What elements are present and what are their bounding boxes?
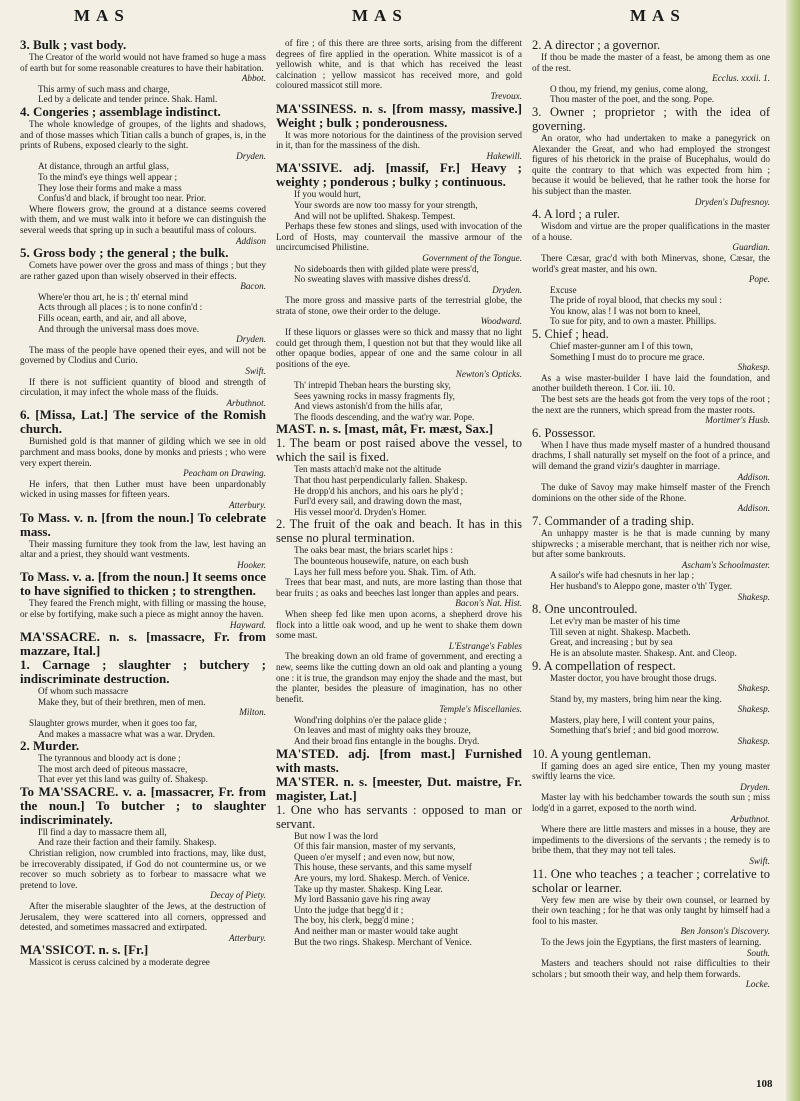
quotation: Slaughter grows murder, when it goes too far, [29,717,197,728]
page-number: 108 [756,1078,773,1090]
quotation: As a wise master-builder I have laid the foundation, and another buildeth thereon. 1 Cor. iii. 10. [532,372,770,394]
citation-source: Guardian. [732,242,770,253]
sense-definition: 5. Chief ; head. [532,327,609,342]
verse-line: Till seven at night. Shakesp. Macbeth. [550,626,691,637]
verse-line: Of whom such massacre [38,686,129,697]
quotation: Master lay with his bedchamber towards the south sun ; miss lodg'd in a garret, exposed to the north wind. [532,792,770,814]
sense-definition: 9. A compellation of respect. [532,658,676,673]
citation-source: Abbot. [241,73,266,84]
entry-headword: MA'STER. n. s. [meester, Dut. maistre, Fr. magister, Lat.] [276,773,522,803]
quotation: The breaking down an old frame of government, and erecting a new, seems like the cutting down an old oak and planting a young one : it is true, the grandson may enjoy the shade and the mast, but the planter, besides the pleasure of imagination, has no other benefit. [276,651,522,704]
citation-source: Atterbury. [228,499,266,510]
verse-line: Furl'd every sail, and drawing down the mast, [294,496,462,507]
verse-line: Are yours, my lord. Shakesp. Merch. of Venice. [294,873,470,884]
running-head-center: MAS [352,6,408,25]
citation-source: Addison. [737,503,770,514]
entry-headword: MA'SSICOT. n. s. [Fr.] [20,942,149,958]
verse-line: No sideboards then with gilded plate were press'd, [294,263,479,274]
verse-line: Take up thy master. Shakesp. King Lear. [294,883,443,894]
verse-line: This house, these servants, and this same myself [294,862,472,873]
entry-headword: 1. Carnage ; slaughter ; butchery ; indiscriminate destruction. [20,657,266,687]
verse-line: Chief master-gunner am I of this town, [550,341,693,352]
quotation: If thou be made the master of a feast, be among them as one of the rest. [532,52,770,73]
verse-line: And their broad fins entangle in the boughs. Dryd. [294,736,480,747]
quotation: The duke of Savoy may make himself master of the French dominions on the other side of the Rhone. [532,482,770,503]
quotation: of fire ; of this there are three sorts, arising from the different degrees of fire applied in the operation. White massicot is of a yellowish white, and is that which has received the least calcination ; yellow massicot has received more, and gold coloured massicot still more. [276,38,522,91]
citation-source: Woodward. [480,316,522,327]
quotation: Wisdom and virtue are the proper qualifications in the master of a house. [532,221,770,242]
entry-headword: 6. [Missa, Lat.] The service of the Romish church. [20,407,266,437]
quotation: Christian religion, now crumbled into fractions, may, like dust, be irrecoverably dissipated, if God do not countermine us, or we recover so much sobriety as to forbear to massacre what we pretend to love. [20,848,266,890]
verse-line: Queen o'er myself ; and even now, but now, [294,851,455,862]
quotation: The mass of the people have opened their eyes, and will not be governed by Clodius and Curio. [20,344,266,366]
quotation: Massicot is ceruss calcined by a moderate degree [29,957,210,968]
verse-line: The bounteous housewife, nature, on each bush [294,555,469,566]
quotation: Where there are little masters and misses in a house, they are impediments to the diversions of the servants ; the remedy is to bribe them, that they may not tell tales. [532,824,770,856]
verse-line: And raze their faction and their family. Shakesp. [38,837,217,848]
citation-source: Addison [235,235,266,246]
entry-headword: 3. Bulk ; vast body. [20,38,127,52]
sense-definition: 2. The fruit of the oak and beach. It has in this sense no plural termination. [276,517,522,546]
quotation: He infers, that then Luther must have been unpardonably wicked in using masses for fifteen years. [20,478,266,500]
verse-line: He dropp'd his anchors, and his oars he ply'd ; [294,485,464,496]
citation-source: Shakesp. [737,362,770,373]
quotation: Very few men are wise by their own counsel, or learned by their own teaching ; for he that was only taught by himself had a fool to his master. [532,894,770,926]
citation-source: Trevoux. [490,90,522,101]
quotation: To the Jews join the Egyptians, the first masters of learning. [541,936,762,947]
quotation: They feared the French might, with filling or massing the house, or else by fortifying, make such a piece as might annoy the haven. [20,598,266,619]
verse-line: O thou, my friend, my genius, come along, [550,83,708,94]
verse-line: Make they, but of their brethren, men of men. [38,696,206,707]
citation-source: Dryden's Dufresnoy. [694,196,770,207]
running-head-left: MAS [74,6,130,25]
verse-line: The oaks bear mast, the briars scarlet hips : [294,545,453,556]
quotation: It was more notorious for the daintiness of the provision served in it, than for the massiness of the dish. [276,129,522,151]
citation-source: Shakesp. [737,683,770,694]
verse-line: But the two rings. Shakesp. Merchant of Venice. [294,936,472,947]
verse-line: Thou master of the poet, and the song. Pope. [550,94,715,105]
verse-line: Her husband's to Aleppo gone, master o'th' Tyger. [550,580,733,591]
verse-line: And will not be uplifted. Shakesp. Tempest. [294,210,456,221]
quotation: An unhappy master is he that is made cunning by many shipwrecks ; a miserable merchant, that is neither rich nor wise, but after some bankrouts. [532,527,770,560]
verse-line: My lord Bassanio gave his ring away [294,894,431,905]
entry-headword: To Mass. v. a. [from the noun.] It seems once to have signified to thicken ; to strengthen. [20,569,266,599]
citation-source: Arbuthnot. [226,397,266,408]
verse-line: The pride of royal blood, that checks my soul : [550,295,722,306]
verse-line: I'll find a day to massacre them all, [38,826,167,837]
sense-definition: 1. The beam or post raised above the vessel, to which the sail is fixed. [276,436,522,465]
citation-source: Locke. [745,979,770,990]
citation-source: Dryden. [236,334,266,345]
verse-line: The boy, his clerk, begg'd mine ; [294,915,414,926]
citation-source: Shakesp. [737,704,770,715]
verse-line: But now I was the lord [294,830,378,841]
citation-source: Milton. [239,707,266,718]
verse-line: The floods descending, and the wat'ry war. Pope. [294,411,475,422]
citation-source: Pope. [748,274,770,285]
citation-source: Mortimer's Husb. [705,415,770,426]
citation-source: Swift. [245,366,266,377]
verse-line: Th' intrepid Theban hears the bursting sky, [294,380,451,391]
verse-line: This army of such mass and charge, [38,83,170,94]
verse-line: To the mind's eye things well appear ; [38,171,178,182]
verse-line: Confus'd and black, if brought too near. Prior. [38,193,207,204]
citation-source: Government of the Tongue. [422,252,522,263]
quotation: If these liquors or glasses were so thick and massy that no light could get through them, I question not but that they would like all other opaque bodies, appear of one and the same colour in all positions of the eye. [276,327,522,369]
verse-line: Sees yawning rocks in massy fragments fly, [294,390,455,401]
verse-line: Something that's brief ; and bid good morrow. [550,725,719,736]
running-header [0,6,800,30]
page-edge [786,0,800,1101]
sense-definition: 4. A lord ; a ruler. [532,207,620,222]
entry-headword: MA'SSINESS. n. s. [from massy, massive.] Weight ; bulk ; ponderousness. [276,100,522,130]
verse-line: On leaves and mast of mighty oaks they brouze, [294,725,471,736]
column-middle [276,38,522,1078]
citation-source: Bacon. [240,281,266,292]
citation-source: Shakesp. [737,736,770,747]
quotation: The best sets are the heads got from the very tops of the root ; the next are the runners, which spread from the master roots. [532,394,770,415]
verse-line: No sweating slaves with massive dishes dress'd. [294,274,471,285]
citation-source: Swift. [749,856,770,866]
verse-line: Ten masts attach'd make not the altitude [294,464,441,475]
sense-definition: 8. One uncontrouled. [532,602,638,617]
quotation: Trees that bear mast, and nuts, are more lasting than those that bear fruits ; as oaks and beeches last longer than apples and pears. [276,577,522,598]
entry-headword: To Mass. v. n. [from the noun.] To celebrate mass. [20,509,266,539]
verse-line: They lose their forms and make a mass [38,182,182,193]
verse-line: Acts through all places ; is to none confin'd : [38,302,203,313]
entry-headword: MA'STED. adj. [from mast.] Furnished with masts. [276,745,522,775]
citation-source: Shakesp. [737,591,770,602]
verse-line: You know, alas ! I was not born to kneel, [550,305,701,316]
verse-line: And views astonish'd from the hills afar, [294,401,443,412]
column-left [20,38,266,1078]
quotation: The more gross and massive parts of the terrestrial globe, the strata of stone, owe their order to the deluge. [276,295,522,316]
citation-source: Hooker. [237,559,266,570]
quotation: The Creator of the world would not have framed so huge a mass of earth but for some reasonable creatures to have their habitation. [20,52,266,73]
quotation: Their massing furniture they took from the law, lest having an altar and a priest, they should want vestments. [20,538,266,560]
entry-headword: MAST. n. s. [mast, mât, Fr. mæst, Sax.] [276,421,494,437]
entry-headword: MA'SSACRE. n. s. [massacre, Fr. from mazzare, Ital.] [20,629,266,659]
quotation: Masters and teachers should not raise difficulties to their scholars ; but smooth their way, and help them forwards. [532,958,770,979]
quotation: Comets have power over the gross and mass of things ; but they are rather gazed upon than wisely observed in their effects. [20,260,266,281]
quotation: Where flowers grow, the ground at a distance seems covered with them, and we must walk into it before we can distinguish the several weeds that spring up in such a beautiful mass of colours. [20,203,266,235]
verse-line: And makes a massacre what was a war. Dryden. [38,728,216,739]
verse-line: Let ev'ry man be master of his time [550,616,680,627]
entry-headword: MA'SSIVE. adj. [massif, Fr.] Heavy ; weighty ; ponderous ; bulky ; continuous. [276,160,522,190]
citation-source: Dryden. [492,284,522,295]
verse-line: The tyrannous and bloody act is done ; [38,753,181,764]
entry-headword: 4. Congeries ; assemblage indistinct. [20,103,221,119]
verse-line: Unto the judge that begg'd it ; [294,904,404,915]
citation-source: Dryden. [740,781,770,792]
quotation: If there is not sufficient quantity of blood and strength of circulation, it may infect the whole mass of the fluids. [20,376,266,398]
citation-source: Hakewill. [486,150,522,161]
citation-source: Ben Jonson's Discovery. [680,926,770,937]
citation-source: Atterbury. [228,932,266,943]
citation-source: Peacham on Drawing. [183,468,266,479]
verse-line: He is an absolute master. Shakesp. Ant. and Cleop. [550,647,737,658]
citation-source: Ecclus. xxxii. 1. [712,73,770,84]
citation-source: Hayward. [229,619,266,630]
verse-line: And through the universal mass does move. [38,323,200,334]
sense-definition: 11. One who teaches ; a teacher ; correlative to scholar or learner. [532,866,770,895]
verse-line: Something I must do to procure me grace. [550,351,705,362]
running-head-right: MAS [630,6,686,25]
verse-line: And neither man or master would take aught [294,926,459,936]
verse-line: That thou hast perpendicularly fallen. Shakesp. [294,475,468,485]
verse-line: Lays her full mess before you. Shak. Tim. of Ath. [294,566,476,577]
sense-definition: 2. A director ; a governor. [532,38,661,52]
verse-line: The most arch deed of piteous massacre, [38,763,188,774]
verse-line: Where'er thou art, he is ; th' eternal mind [38,291,189,302]
quotation: The whole knowledge of groupes, of the lights and shadows, and of those masses which Titian calls a bunch of grapes, is, in the prints of Rubens, exposed clearly to the sight. [20,118,266,151]
verse-line: Wond'ring dolphins o'er the palace glide ; [294,714,447,725]
citation-source: Newton's Opticks. [455,369,522,380]
sense-definition: 1. One who has servants : opposed to man or servant. [276,802,522,831]
verse-line: Stand by, my masters, bring him near the king. [550,693,722,704]
entry-headword: 2. Murder. [20,738,80,754]
quotation: Perhaps these few stones and slings, used with invocation of the Lord of Hosts, may countervail the massive armour of the uncircumcised Philistine. [276,221,522,253]
quotation: An orator, who had undertaken to make a panegyrick on Alexander the Great, and who had employed the strongest figures of his rhetorick in the praise of Bucephalus, would do quite the contrary to that which was expected from him ; because it would be believed, that he rather took the horse for his subject than the master. [532,132,770,196]
entry-headword: 5. Gross body ; the general ; the bulk. [20,245,229,261]
entry-headword: To MA'SSACRE. v. a. [massacrer, Fr. from the noun.] To butcher ; to slaughter indiscriminately. [20,783,266,827]
verse-line: Excuse [550,284,577,295]
quotation: When I have thus made myself master of a hundred thousand drachms, I shall naturally set myself on the foot of a prince, and will demand the grand vizir's daughter in marriage. [532,439,770,471]
verse-line: A sailor's wife had chesnuts in her lap ; [550,570,695,581]
citation-source: Decay of Piety. [210,890,266,901]
citation-source: Temple's Miscellanies. [439,704,522,715]
verse-line: Your swords are now too massy for your strength, [294,199,478,210]
column-right [532,38,770,1078]
sense-definition: 7. Commander of a trading ship. [532,513,695,528]
quotation: There Cæsar, grac'd with both Minervas, shone, Cæsar, the world's great master, and his own. [532,252,770,274]
citation-source: Arbuthnot. [730,813,770,824]
quotation: When sheep fed like men upon acorns, a shepherd drove his flock into a little oak wood, and up he went to shake them down some mast. [276,608,522,641]
verse-line: Of this fair mansion, master of my servants, [294,841,456,852]
verse-line: To sue for pity, and to own a master. Phillips. [550,316,717,327]
quotation: If gaming does an aged sire entice, Then my young master swiftly learns the vice. [532,760,770,782]
sense-definition: 10. A young gentleman. [532,746,652,761]
citation-source: Bacon's Nat. Hist. [455,598,522,609]
quotation: Burnished gold is that manner of gilding which we see in old parchment and mass books, done by monks and priests ; who were very expert therein. [20,436,266,468]
verse-line: Fills ocean, earth, and air, and all above, [38,313,187,324]
verse-line: At distance, through an artful glass, [38,161,169,172]
citation-source: Dryden. [236,150,266,161]
verse-line: If you would hurt, [294,189,361,200]
verse-line: Great, and increasing ; but by sea [550,637,673,648]
citation-source: Addison. [737,471,770,482]
quotation: After the miserable slaughter of the Jews, at the destruction of Jerusalem, they were scattered into all corners, oppressed and detested, and sometimes massacred and extirpated. [20,901,266,933]
citation-source: South. [746,947,770,958]
verse-line: His vessel moor'd. Dryden's Homer. [294,506,427,517]
sense-definition: 3. Owner ; proprietor ; with the idea of governing. [532,104,770,133]
citation-source: L'Estrange's Fables [448,640,522,651]
verse-line: Masters, play here, I will content your pains, [550,714,715,725]
sense-definition: 6. Possessor. [532,425,596,440]
verse-line: Led by a delicate and tender prince. Shak. Haml. [38,94,218,105]
verse-line: Master doctor, you have brought those drugs. [550,672,717,683]
citation-source: Ascham's Schoolmaster. [681,559,770,570]
verse-line: That ever yet this land was guilty of. Shakesp. [38,774,208,785]
